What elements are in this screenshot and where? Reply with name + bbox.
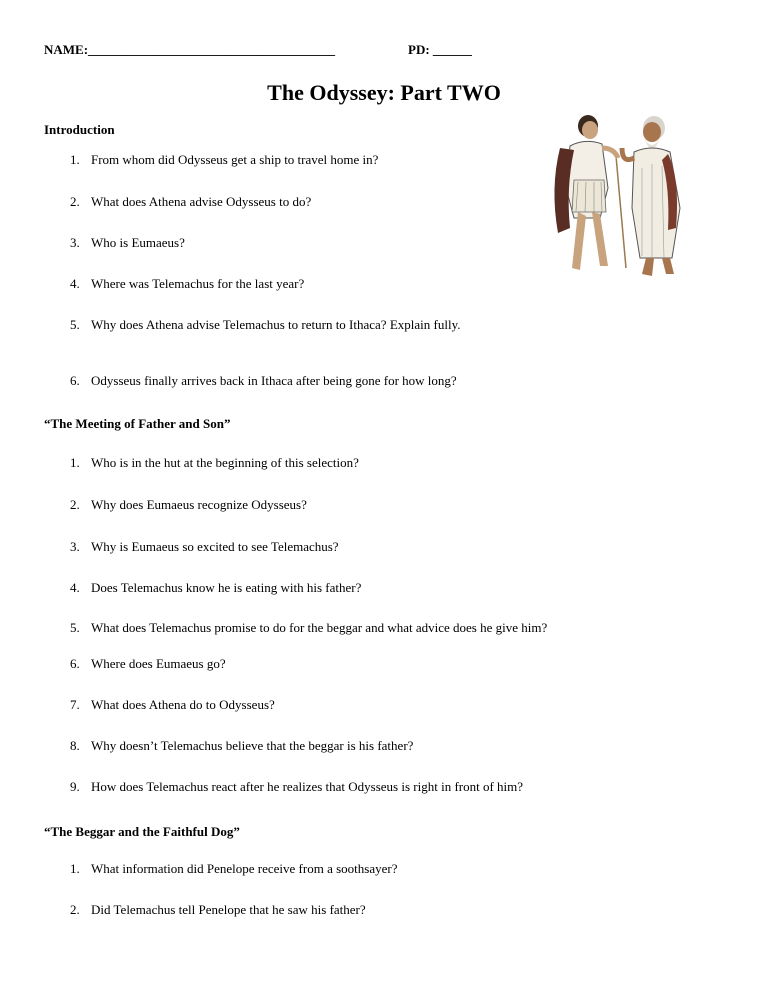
question-item: 2. Why does Eumaeus recognize Odysseus? xyxy=(70,497,307,512)
section-heading-meeting-of-father-and-son: “The Meeting of Father and Son” xyxy=(44,416,231,431)
question-item: 3. Why is Eumaeus so excited to see Telemachus? xyxy=(70,539,339,554)
section-heading-beggar-and-faithful-dog: “The Beggar and the Faithful Dog” xyxy=(44,824,240,839)
question-item: 1. Who is in the hut at the beginning of this selection? xyxy=(70,455,359,470)
question-item: 1. From whom did Odysseus get a ship to travel home in? xyxy=(70,152,379,167)
period-field-label: PD: ______ xyxy=(408,42,472,57)
page-title: The Odyssey: Part TWO xyxy=(267,80,501,105)
question-item: 4. Does Telemachus know he is eating with his father? xyxy=(70,580,362,595)
question-item: 6. Where does Eumaeus go? xyxy=(70,656,226,671)
question-item: 5. Why does Athena advise Telemachus to return to Ithaca? Explain fully. xyxy=(70,317,461,332)
question-item: 4. Where was Telemachus for the last year? xyxy=(70,276,305,291)
question-item: 7. What does Athena do to Odysseus? xyxy=(70,697,275,712)
question-item: 8. Why doesn’t Telemachus believe that the beggar is his father? xyxy=(70,738,414,753)
old-man-figure xyxy=(622,116,680,276)
question-item: 6. Odysseus finally arrives back in Ithaca after being gone for how long? xyxy=(70,373,457,388)
question-item: 3. Who is Eumaeus? xyxy=(70,235,185,250)
question-item: 2. Did Telemachus tell Penelope that he saw his father? xyxy=(70,902,366,917)
young-man-figure xyxy=(554,115,626,270)
question-item: 1. What information did Penelope receive from a soothsayer? xyxy=(70,861,398,876)
greek-figures-illustration xyxy=(530,108,740,283)
question-item: 5. What does Telemachus promise to do for the beggar and what advice does he give him? xyxy=(70,620,548,635)
name-field-label: NAME:______________________________________ xyxy=(44,42,336,57)
question-item: 2. What does Athena advise Odysseus to do? xyxy=(70,194,312,209)
question-item: 9. How does Telemachus react after he realizes that Odysseus is right in front of him? xyxy=(70,779,524,794)
section-heading-introduction: Introduction xyxy=(44,122,115,137)
